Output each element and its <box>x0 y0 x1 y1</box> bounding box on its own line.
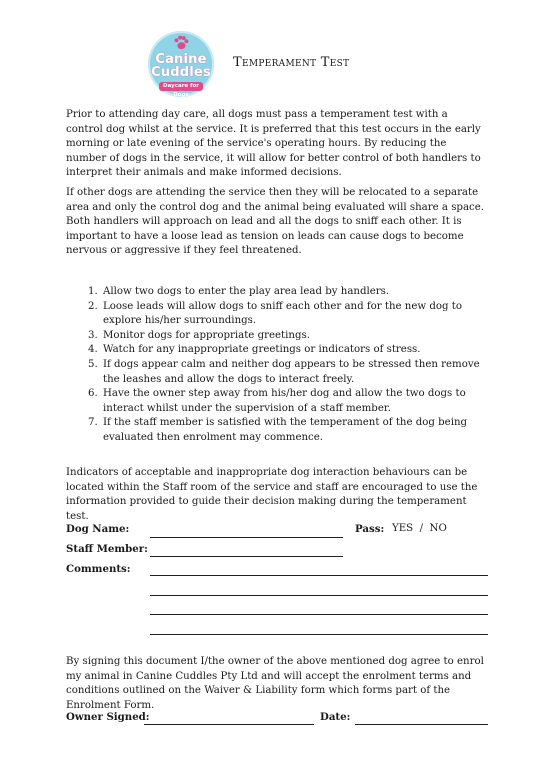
list-item: 4. Watch for any inappropriate greetings or indicators of stress. <box>101 343 486 358</box>
comments-label: Comments: <box>66 563 131 575</box>
relocation-paragraph: If other dogs are attending the service then they will be relocated to a separate area and only the control dog and the animal being evaluated will share a space. Both handlers will approach on lead and all the dogs to sniff each other. It is important to have a loose lead as tension on leads can cause dogs to become nervous or aggressive if they feel threatened. <box>66 187 485 257</box>
logo-tagline: Daycare for Dogs <box>159 82 203 91</box>
pass-options[interactable]: YES / NO <box>392 523 447 534</box>
list-item: 2. Loose leads will allow dogs to sniff each other and for the new dog to explore his/her surroundings. <box>101 300 486 329</box>
staff-member-label: Staff Member: <box>66 543 148 555</box>
agreement-paragraph: By signing this document I/the owner of the above mentioned dog agree to enrol my animal in Canine Cuddles Pty Ltd and will accept the enrolment terms and conditions outlined on the Waiver & Liability form which forms part of the Enrolment Form. <box>66 656 484 711</box>
list-item: 6. Have the owner step away from his/her dog and allow the two dogs to interact whilst under the supervision of a staff member. <box>101 387 486 416</box>
comments-line-4[interactable] <box>150 634 488 635</box>
dog-name-field[interactable] <box>150 537 343 538</box>
comments-line-1[interactable] <box>150 575 488 576</box>
list-item: 3. Monitor dogs for appropriate greetings. <box>101 329 486 344</box>
intro-paragraph: Prior to attending day care, all dogs must pass a temperament test with a control dog whilst at the service. It is preferred that this test occurs in the early morning or late evening of the service's operating hours. By reducing the number of dogs in the service, it will allow for better control of both handlers to interpret their animals and make informed decisions. <box>66 109 481 179</box>
pass-label: Pass: <box>355 523 385 535</box>
dog-name-label: Dog Name: <box>66 523 130 535</box>
owner-signed-label: Owner Signed: <box>66 711 150 723</box>
paw-print-icon <box>172 34 190 52</box>
indicators-paragraph: Indicators of acceptable and inappropriate dog interaction behaviours can be located within the Staff room of the service and staff are encouraged to use the information provided to guide their decision making during the temperament test. <box>66 467 478 522</box>
list-item: 7. If the staff member is satisfied with the temperament of the dog being evaluated then enrolment may commence. <box>101 416 486 445</box>
owner-signature-field[interactable] <box>144 724 314 725</box>
logo-text-line1: Canine <box>155 52 207 67</box>
page-title: Temperament Test <box>233 55 350 70</box>
comments-line-2[interactable] <box>150 595 488 596</box>
staff-member-field[interactable] <box>150 556 343 557</box>
date-label: Date: <box>320 711 351 723</box>
list-item: 5. If dogs appear calm and neither dog appears to be stressed then remove the leashes and allow the dogs to interact freely. <box>101 358 486 387</box>
logo-text-line2: Cuddles <box>151 65 211 80</box>
canine-cuddles-logo <box>148 31 214 97</box>
list-item: 1. Allow two dogs to enter the play area lead by handlers. <box>101 285 486 300</box>
comments-line-3[interactable] <box>150 614 488 615</box>
procedure-steps-list <box>66 285 486 446</box>
date-field[interactable] <box>355 724 488 725</box>
